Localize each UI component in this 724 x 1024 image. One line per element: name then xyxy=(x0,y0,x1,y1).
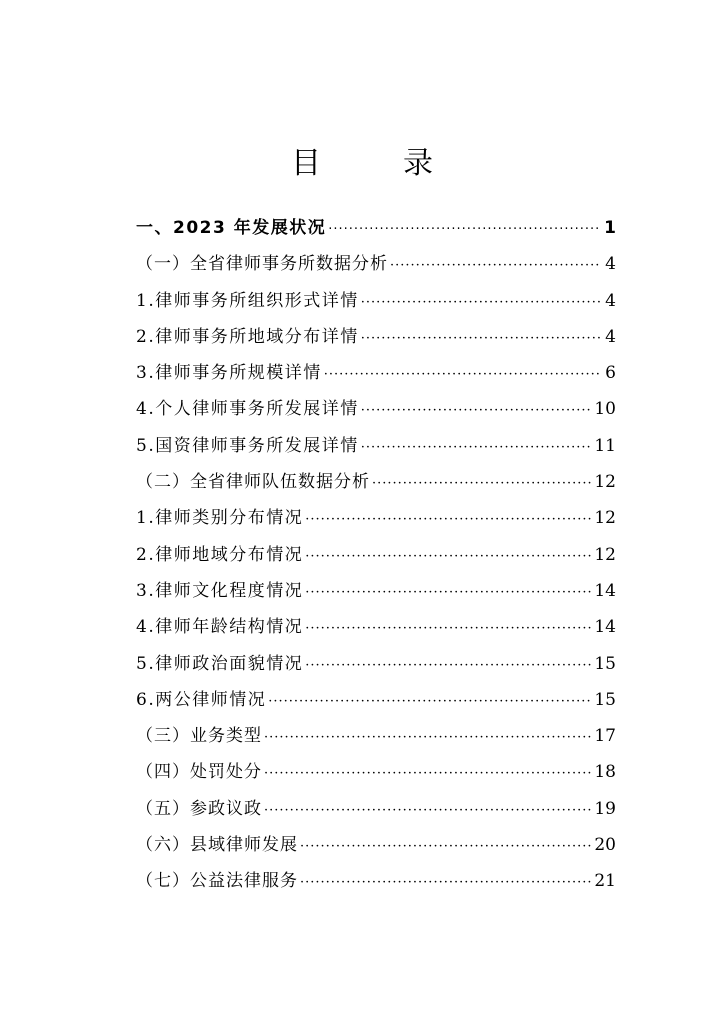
toc-entry-label: 5.国资律师事务所发展详情 xyxy=(136,435,359,456)
toc-leader-dots xyxy=(361,430,592,466)
toc-entry-label: 1.律师事务所组织形式详情 xyxy=(136,290,359,311)
toc-leader-dots xyxy=(305,648,591,684)
toc-entry[interactable] xyxy=(136,609,616,645)
toc-entry[interactable] xyxy=(136,573,616,609)
toc-entry-label: 6.两公律师情况 xyxy=(136,689,267,710)
toc-leader-dots xyxy=(305,502,591,538)
toc-entry-page: 10 xyxy=(594,399,616,420)
toc-entry[interactable] xyxy=(136,718,616,754)
toc-entry-label: 一、2023 年发展状况 xyxy=(136,218,327,238)
toc-entry[interactable] xyxy=(136,210,616,246)
toc-entry-page: 14 xyxy=(594,580,616,601)
toc-entry[interactable] xyxy=(136,319,616,355)
toc-entry-label: 4.个人律师事务所发展详情 xyxy=(136,399,359,420)
toc-leader-dots xyxy=(372,466,591,502)
toc-entry[interactable] xyxy=(136,391,616,427)
toc-entry-page: 20 xyxy=(594,835,616,856)
toc-entry-page: 4 xyxy=(605,290,616,311)
toc-entry-label: （一）全省律师事务所数据分析 xyxy=(136,254,388,275)
toc-entry[interactable] xyxy=(136,428,616,464)
toc-entry[interactable] xyxy=(136,464,616,500)
toc-entry-label: （五）参政议政 xyxy=(136,798,262,819)
toc-entry-page: 15 xyxy=(594,653,616,674)
toc-leader-dots xyxy=(305,575,591,611)
toc-leader-dots xyxy=(268,684,591,720)
toc-leader-dots xyxy=(305,611,591,647)
toc-leader-dots xyxy=(264,793,591,829)
toc-entry[interactable] xyxy=(136,283,616,319)
toc-entry-label: （二）全省律师队伍数据分析 xyxy=(136,472,370,493)
toc-entry-label: （七）公益法律服务 xyxy=(136,871,298,892)
toc-leader-dots xyxy=(305,539,591,575)
toc-entry-page: 6 xyxy=(605,363,616,384)
toc-entry-page: 21 xyxy=(594,871,616,892)
toc-entry-label: （三）业务类型 xyxy=(136,726,262,747)
toc-entry-label: 1.律师类别分布情况 xyxy=(136,508,304,529)
toc-entry-page: 19 xyxy=(594,798,616,819)
toc-entry-label: （四）处罚处分 xyxy=(136,762,262,783)
toc-entry[interactable] xyxy=(136,537,616,573)
toc-entry-page: 12 xyxy=(594,544,616,565)
toc-leader-dots xyxy=(361,321,601,357)
toc-entry-page: 11 xyxy=(594,435,616,456)
page-title: 目 录 xyxy=(291,146,459,181)
toc-entry-label: 4.律师年龄结构情况 xyxy=(136,617,304,638)
toc-entry[interactable] xyxy=(136,863,616,899)
toc-leader-dots xyxy=(264,756,591,792)
toc-entry-page: 12 xyxy=(594,508,616,529)
toc-leader-dots xyxy=(300,829,591,865)
table-of-contents xyxy=(136,210,616,900)
toc-entry[interactable] xyxy=(136,682,616,718)
toc-entry[interactable] xyxy=(136,500,616,536)
toc-leader-dots xyxy=(264,720,591,756)
toc-entry[interactable] xyxy=(136,791,616,827)
toc-entry-page: 4 xyxy=(605,254,616,275)
toc-leader-dots xyxy=(361,393,592,429)
toc-entry-label: （六）县域律师发展 xyxy=(136,835,298,856)
toc-leader-dots xyxy=(300,865,591,901)
toc-entry-page: 15 xyxy=(594,689,616,710)
toc-entry-page: 12 xyxy=(594,472,616,493)
toc-entry-page: 17 xyxy=(594,726,616,747)
toc-entry-label: 2.律师事务所地域分布详情 xyxy=(136,326,359,347)
toc-entry[interactable] xyxy=(136,246,616,282)
toc-entry[interactable] xyxy=(136,646,616,682)
toc-entry-page: 1 xyxy=(604,218,616,238)
toc-entry-label: 5.律师政治面貌情况 xyxy=(136,653,304,674)
toc-entry-label: 3.律师事务所规模详情 xyxy=(136,363,322,384)
toc-leader-dots xyxy=(390,248,601,284)
toc-entry-page: 18 xyxy=(594,762,616,783)
toc-entry[interactable] xyxy=(136,355,616,391)
toc-entry[interactable] xyxy=(136,754,616,790)
toc-entry-page: 4 xyxy=(605,326,616,347)
toc-entry[interactable] xyxy=(136,827,616,863)
toc-leader-dots xyxy=(328,212,601,248)
toc-entry-page: 14 xyxy=(594,617,616,638)
toc-leader-dots xyxy=(324,357,601,393)
toc-entry-label: 2.律师地域分布情况 xyxy=(136,544,304,565)
toc-entry-label: 3.律师文化程度情况 xyxy=(136,580,304,601)
toc-leader-dots xyxy=(361,285,601,321)
